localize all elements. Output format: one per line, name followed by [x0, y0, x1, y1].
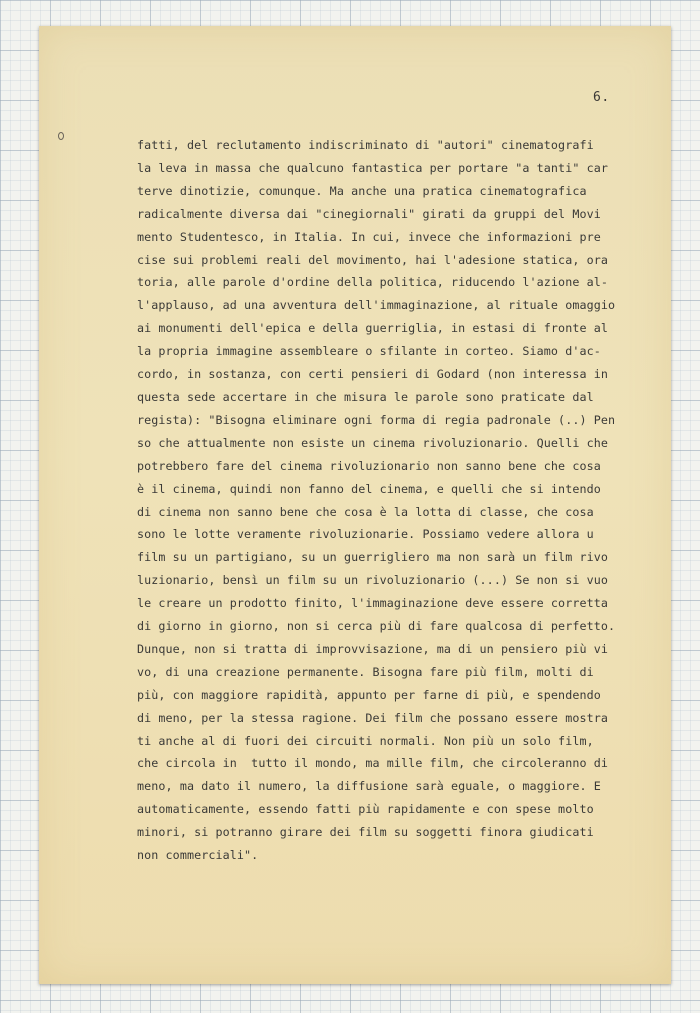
text-line: regista): "Bisogna eliminare ogni forma di regia padronale (..) Pen: [137, 412, 616, 427]
text-line: toria, alle parole d'ordine della politica, riducendo l'azione al-: [137, 275, 609, 290]
text-line: le creare un prodotto finito, l'immaginazione deve essere corretta: [137, 596, 609, 611]
text-line: ti anche al di fuori dei circuiti normali. Non più un solo film,: [137, 733, 594, 748]
text-line: meno, ma dato il numero, la diffusione sarà eguale, o maggiore. E: [137, 779, 601, 794]
text-line: che circola in tutto il mondo, ma mille film, che circoleranno di: [137, 756, 609, 771]
text-line: potrebbero fare del cinema rivoluzionario non sanno bene che cosa: [137, 458, 601, 473]
text-line: l'applauso, ad una avventura dell'immaginazione, al rituale omaggio: [137, 298, 616, 313]
text-line: radicalmente diversa dai "cinegiornali" girati da gruppi del Movi: [137, 206, 601, 221]
text-line: luzionario, bensì un film su un rivoluzionario (...) Se non si vuo: [137, 573, 609, 588]
text-line: più, con maggiore rapidità, appunto per farne di più, e spendendo: [137, 687, 601, 702]
text-line: la leva in massa che qualcuno fantastica per portare "a tanti" car: [137, 160, 609, 175]
text-line: terve dinotizie, comunque. Ma anche una pratica cinematografica: [137, 183, 587, 198]
margin-mark: [58, 132, 64, 140]
text-line: film su un partigiano, su un guerrigliero ma non sarà un film rivo: [137, 550, 609, 565]
page-number: 6.: [593, 90, 610, 105]
text-line: di cinema non sanno bene che cosa è la lotta di classe, che cosa: [137, 504, 594, 519]
text-line: ai monumenti dell'epica e della guerriglia, in estasi di fronte al: [137, 321, 609, 336]
text-line: la propria immagine assembleare o sfilante in corteo. Siamo d'ac-: [137, 344, 601, 359]
text-line: cordo, in sostanza, con certi pensieri di Godard (non interessa in: [137, 367, 609, 382]
text-line: fatti, del reclutamento indiscriminato di "autori" cinematografi: [137, 138, 594, 152]
text-line: mento Studentesco, in Italia. In cui, invece che informazioni pre: [137, 229, 601, 244]
text-line: è il cinema, quindi non fanno del cinema, e quelli che si intendo: [137, 481, 601, 496]
text-line: non commerciali".: [137, 848, 259, 863]
typewritten-page: [39, 26, 671, 984]
text-line: di giorno in giorno, non si cerca più di fare qualcosa di perfetto.: [137, 619, 616, 634]
text-line: cise sui problemi reali del movimento, hai l'adesione statica, ora: [137, 252, 609, 267]
body-text: [137, 134, 657, 867]
text-line: vo, di una creazione permanente. Bisogna fare più film, molti di: [137, 664, 594, 679]
text-line: automaticamente, essendo fatti più rapidamente e con spese molto: [137, 802, 594, 817]
text-line: Dunque, non si tratta di improvvisazione, ma di un pensiero più vi: [137, 641, 609, 656]
text-line: di meno, per la stessa ragione. Dei film che possano essere mostra: [137, 710, 609, 725]
text-line: minori, si potranno girare dei film su soggetti finora giudicati: [137, 825, 594, 840]
text-line: questa sede accertare in che misura le parole sono praticate dal: [137, 389, 594, 404]
text-line: sono le lotte veramente rivoluzionarie. Possiamo vedere allora u: [137, 527, 594, 542]
text-line: so che attualmente non esiste un cinema rivoluzionario. Quelli che: [137, 435, 609, 450]
